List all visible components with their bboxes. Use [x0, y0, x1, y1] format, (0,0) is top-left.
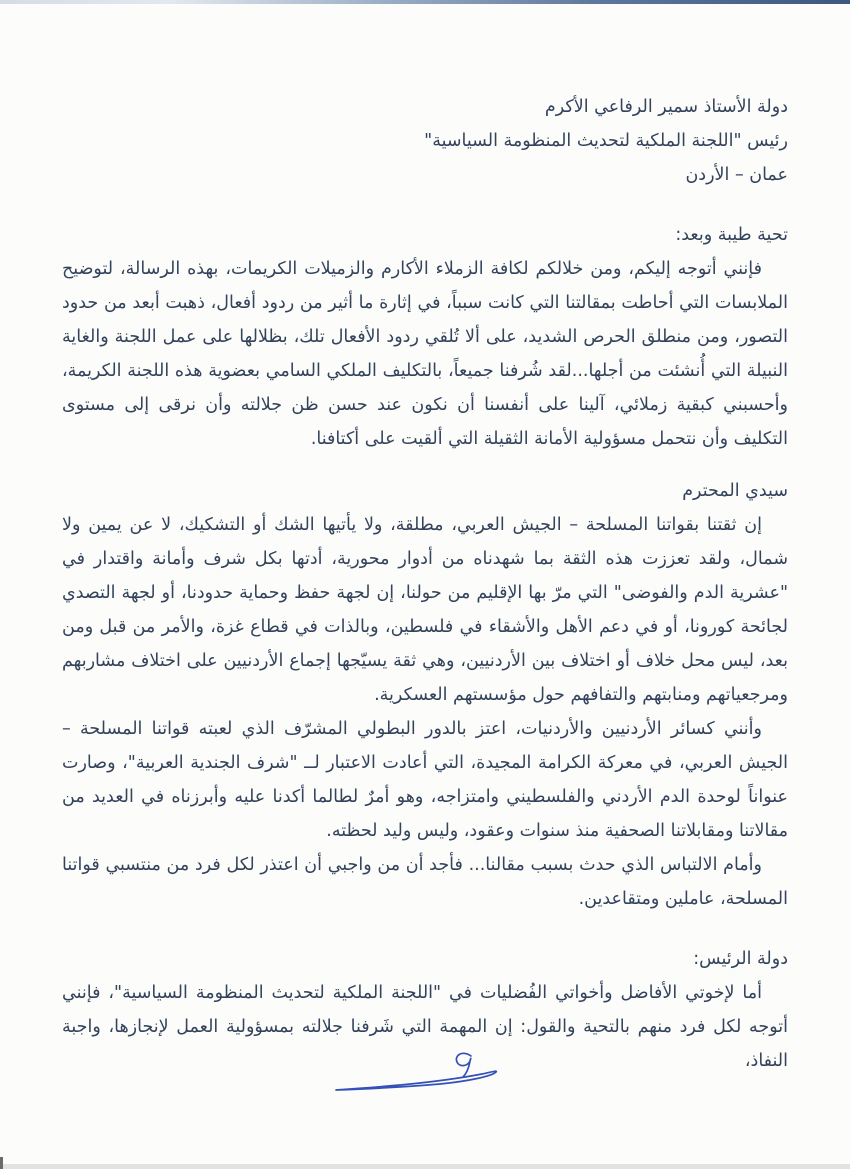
salutation: تحية طيبة وبعد: [675, 225, 788, 245]
section-heading-dear-sir: سيدي المحترم [682, 481, 788, 501]
recipient-title-line: رئيس "اللجنة الملكية لتحديث المنظومة السياسية" [424, 131, 788, 151]
scan-corner-mark [0, 1157, 3, 1169]
recipient-name-line: دولة الأستاذ سمير الرفاعي الأكرم [544, 97, 788, 117]
handwritten-signature [330, 1048, 520, 1108]
scan-edge-top [0, 0, 850, 4]
paragraph-karameh-battle: وأنني كسائر الأردنيين والأردنيات، اعتز بالدور البطولي المشرّف الذي لعبته قواتنا المسلحة – الجيش العربي، في معركة الكرامة المجيدة، التي أعادت الاعتبار لــ "شرف الجندية العربية"، وصارت عنواناً لوحدة الدم الأردني والفلسطيني وامتزاجه، وهو أمرٌ لطالما أكدنا عليه وأبرزناه في العديد من مقالاتنا ومقابلاتنا الصحفية منذ سنوات وعقود، وليس وليد لحظته. [62, 719, 788, 841]
paragraph-committee-colleagues: أما لإخوتي الأفاضل وأخواتي الفُضليات في "اللجنة الملكية لتحديث المنظومة السياسية"، فإنني أتوجه لكل فرد منهم بالتحية والقول: إن المهمة التي شَرفنا جلالته بمسؤولية العمل لإنجازها، واجبة النفاذ، [62, 983, 788, 1071]
recipient-block [62, 90, 788, 192]
letter-content [62, 90, 788, 1078]
paragraph-apology: وأمام الالتباس الذي حدث بسبب مقالنا... فأجد أن من واجبي أن اعتذر لكل فرد من منتسبي قواتنا المسلحة، عاملين ومتقاعدين. [62, 855, 788, 909]
signature-ink-icon [330, 1048, 520, 1108]
scan-edge-bottom [0, 1164, 850, 1169]
paragraph-armed-forces-trust: إن ثقتنا بقواتنا المسلحة – الجيش العربي، مطلقة، ولا يأتيها الشك أو التشكيك، لا عن يمين ولا شمال، ولقد تعززت هذه الثقة بما شهدناه من أدوار محورية، أدتها بكل شرف وأمانة واقتدار في "عشرية الدم والفوضى" التي مرّ بها الإقليم من حولنا، إن لجهة حفظ وحماية حدودنا، أو لجهة التصدي لجائحة كورونا، أو في دعم الأهل والأشقاء في فلسطين، وبالذات في قطاع غزة، والأمر من قبل ومن بعد، ليس محل خلاف أو اختلاف بين الأردنيين، وهي ثقة يسيّجها إجماع الأردنيين على اختلاف مشاربهم ومرجعياتهم ومنابتهم والتفافهم حول مؤسستهم العسكرية. [62, 515, 788, 705]
recipient-location-line: عمان – الأردن [685, 165, 788, 185]
section-heading-prime-minister: دولة الرئيس: [693, 949, 788, 969]
paragraph-intro: فإنني أتوجه إليكم، ومن خلالكم لكافة الزملاء الأكارم والزميلات الكريمات، بهذه الرسالة، لتوضيح الملابسات التي أحاطت بمقالتنا التي كانت سبباً، في إثارة ما أثير من ردود أفعال، ذهبت أبعد من حدود التصور، ومن منطلق الحرص الشديد، على ألا تُلقي ردود الأفعال تلك، بظلالها على عمل اللجنة والغاية النبيلة التي أُنشئت من أجلها...لقد شُرفنا جميعاً، بالتكليف الملكي السامي بعضوية هذه اللجنة الكريمة، وأحسبني كبقية زملائي، آلينا على أنفسنا أن نكون عند حسن ظن جلالته وأن نرقى إلى مستوى التكليف وأن نتحمل مسؤولية الأمانة الثقيلة التي ألقيت على أكتافنا. [62, 259, 788, 449]
